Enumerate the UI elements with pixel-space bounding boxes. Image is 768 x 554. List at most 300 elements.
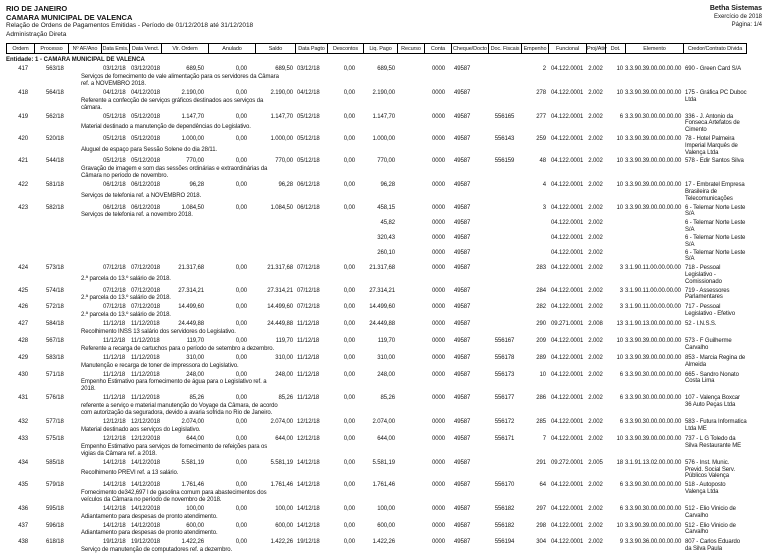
cell-dot: 6 bbox=[619, 113, 623, 120]
cell-proj_ativ: 2.002 bbox=[588, 419, 603, 426]
cell-liq_pago: 5.581,19 bbox=[372, 459, 395, 466]
cell-conta: 0000 bbox=[432, 182, 445, 189]
cell-data_venct: 12/12/2018 bbox=[131, 419, 161, 426]
col-header-elemento: Elemento bbox=[625, 43, 683, 54]
extra-cell-credor: 6 - Telemar Norte Leste S/A bbox=[685, 234, 746, 248]
cell-cheque_docto: 49587 bbox=[454, 204, 471, 211]
cell-data_pagto: 06/12/18 bbox=[297, 204, 320, 211]
row-description-line: 2.ª parcela do 13.º salário de 2018. bbox=[81, 295, 171, 302]
cell-cheque_docto: 49587 bbox=[454, 371, 471, 378]
row-description bbox=[68, 98, 397, 112]
cell-conta: 0000 bbox=[432, 371, 445, 378]
row-description bbox=[68, 470, 397, 480]
cell-data_venct: 06/12/2018 bbox=[131, 182, 161, 189]
extra-cell-conta: 0000 bbox=[432, 220, 445, 227]
cell-descontos: 0,00 bbox=[343, 135, 355, 142]
cell-data_emis: 06/12/18 bbox=[103, 182, 126, 189]
cell-conta: 0000 bbox=[432, 505, 445, 512]
cell-elemento: 3.3.90.39.00.00.00.00 bbox=[625, 182, 682, 189]
row-description-line: Gravação de imagem e som das sessões ordinárias e extraordinárias da bbox=[81, 166, 268, 173]
row-description-line: Material destinado a manutenção de dependências do Legislativo. bbox=[81, 124, 251, 131]
col-header-ordem: Ordem bbox=[6, 43, 34, 54]
cell-proj_ativ: 2.002 bbox=[588, 204, 603, 211]
extra-cell-liq_pago: 45,82 bbox=[380, 220, 395, 227]
cell-data_pagto: 14/12/18 bbox=[297, 522, 320, 529]
cell-proj_ativ: 2.005 bbox=[588, 459, 603, 466]
cell-anulado: 0,00 bbox=[235, 482, 247, 489]
cell-anulado: 0,00 bbox=[235, 371, 247, 378]
cell-cheque_docto: 49587 bbox=[454, 89, 471, 96]
cell-dot: 18 bbox=[616, 459, 623, 466]
cell-empenho: 2 bbox=[542, 66, 546, 72]
cell-funcional: 04.122.0001 bbox=[551, 158, 584, 165]
cell-elemento: 3.3.90.39.00.00.00.00 bbox=[625, 135, 682, 142]
cell-ordem: 436 bbox=[18, 505, 28, 512]
cell-descontos: 0,00 bbox=[343, 89, 355, 96]
row-description-line: Serviços de fornecimento de vale alimentação para os servidores da Câmara bbox=[81, 73, 279, 80]
cell-processo: 575/18 bbox=[46, 435, 64, 442]
row-description-line: Referente a recarga de cartuchos para o período de setembro a dezembro. bbox=[81, 345, 275, 352]
cell-doc_fiscais: 556173 bbox=[494, 371, 515, 378]
cell-elemento: 3.3.90.36.00.00.00.00 bbox=[625, 539, 682, 546]
cell-vlr_ordem: 14.499,60 bbox=[178, 304, 204, 311]
cell-liq_pago: 1.000,00 bbox=[372, 135, 395, 142]
cell-doc_fiscais: 556177 bbox=[494, 395, 515, 402]
cell-doc_fiscais: 556167 bbox=[494, 337, 515, 344]
extra-cell-credor: 6 - Telemar Norte Leste S/A bbox=[685, 220, 746, 234]
cell-elemento: 3.3.90.39.00.00.00.00 bbox=[625, 354, 682, 361]
cell-conta: 0000 bbox=[432, 135, 445, 142]
row-description bbox=[68, 363, 397, 370]
cell-conta: 0000 bbox=[432, 304, 445, 311]
cell-liq_pago: 600,00 bbox=[377, 522, 395, 529]
row-description-line: 2018. bbox=[81, 386, 96, 393]
cell-data_emis: 14/12/18 bbox=[103, 522, 126, 529]
cell-empenho: 286 bbox=[536, 395, 546, 402]
cell-data_emis: 11/12/18 bbox=[103, 395, 126, 402]
cell-data_pagto: 11/12/18 bbox=[297, 371, 320, 378]
cell-dot: 6 bbox=[619, 395, 623, 402]
cell-funcional: 04.122.0001 bbox=[551, 265, 584, 272]
cell-liq_pago: 24.449,88 bbox=[369, 321, 395, 328]
cell-anulado: 0,00 bbox=[235, 354, 247, 361]
cell-data_pagto: 12/12/18 bbox=[297, 419, 320, 426]
cell-anulado: 0,00 bbox=[235, 89, 247, 96]
cell-descontos: 0,00 bbox=[343, 539, 355, 546]
cell-vlr_ordem: 96,28 bbox=[189, 182, 204, 189]
cell-empenho: 283 bbox=[536, 265, 546, 272]
cell-cheque_docto: 49587 bbox=[454, 505, 471, 512]
row-description bbox=[68, 124, 397, 134]
cell-cheque_docto: 49587 bbox=[454, 321, 471, 328]
row-description-line: veículos da Câmara no período de novembro de 2018. bbox=[81, 496, 222, 503]
cell-anulado: 0,00 bbox=[235, 539, 247, 546]
cell-cheque_docto: 49587 bbox=[454, 395, 471, 402]
cell-ordem: 419 bbox=[18, 113, 28, 120]
cell-data_pagto: 14/12/18 bbox=[297, 459, 320, 466]
cell-dot: 10 bbox=[616, 66, 623, 72]
cell-anulado: 0,00 bbox=[235, 158, 247, 165]
cell-data_venct: 05/12/2018 bbox=[131, 158, 161, 165]
cell-data_emis: 11/12/18 bbox=[103, 354, 126, 361]
cell-credor: 175 - Gráfica PC Duboc Ltda bbox=[685, 89, 747, 103]
extra-cell-cheque_docto: 49587 bbox=[454, 220, 471, 227]
cell-conta: 0000 bbox=[432, 287, 445, 294]
vendor-name: Betha Sistemas bbox=[709, 5, 762, 12]
cell-credor: 665 - Sandro Nonato Costa Lima bbox=[685, 371, 739, 385]
cell-processo: 520/18 bbox=[46, 135, 64, 142]
cell-funcional: 04.122.0001 bbox=[551, 113, 584, 120]
cell-ordem: 424 bbox=[18, 265, 28, 272]
cell-proj_ativ: 2.002 bbox=[588, 354, 603, 361]
cell-credor: 518 - Autoposto Valença Ltda bbox=[685, 482, 726, 495]
cell-data_emis: 04/12/18 bbox=[103, 89, 126, 96]
cell-elemento: 3.3.90.39.00.00.00.00 bbox=[625, 337, 682, 344]
cell-vlr_ordem: 21.317,68 bbox=[178, 265, 204, 272]
col-header-processo: Processo bbox=[34, 43, 68, 54]
row-description bbox=[68, 547, 397, 554]
cell-credor: 573 - F Guilherme Carvalho bbox=[685, 337, 732, 351]
cell-dot: 10 bbox=[616, 158, 623, 165]
page-number: Página: 1/4 bbox=[731, 22, 762, 28]
cell-processo: 577/18 bbox=[46, 419, 64, 426]
cell-conta: 0000 bbox=[432, 354, 445, 361]
cell-funcional: 04.122.0001 bbox=[551, 89, 584, 96]
cell-data_venct: 03/12/2018 bbox=[131, 66, 161, 72]
cell-ordem: 434 bbox=[18, 459, 28, 466]
cell-dot: 13 bbox=[616, 321, 623, 328]
cell-ordem: 428 bbox=[18, 337, 28, 344]
cell-vlr_ordem: 24.449,88 bbox=[178, 321, 204, 328]
cell-dot: 3 bbox=[619, 304, 623, 311]
cell-cheque_docto: 49587 bbox=[454, 539, 471, 546]
cell-data_pagto: 14/12/18 bbox=[297, 505, 320, 512]
cell-liq_pago: 1.761,46 bbox=[372, 482, 395, 489]
cell-processo: 572/18 bbox=[46, 304, 64, 311]
cell-processo: 584/18 bbox=[46, 321, 64, 328]
table-row bbox=[6, 321, 762, 336]
extra-cell-liq_pago: 260,10 bbox=[377, 249, 395, 256]
cell-processo: 596/18 bbox=[46, 522, 64, 529]
cell-cheque_docto: 49587 bbox=[454, 304, 471, 311]
cell-funcional: 04.122.0001 bbox=[551, 522, 584, 529]
cell-credor: 17 - Embratel Empresa Brasileira de Telecomunicações bbox=[685, 182, 745, 202]
cell-data_venct: 11/12/2018 bbox=[131, 354, 160, 361]
cell-proj_ativ: 2.002 bbox=[588, 395, 603, 402]
cell-elemento: 3.3.90.30.00.00.00.00 bbox=[625, 371, 682, 378]
row-description-line: 2.ª parcela do 13.º salário de 2018. bbox=[81, 275, 171, 282]
cell-data_pagto: 05/12/18 bbox=[297, 113, 320, 120]
cell-dot: 10 bbox=[616, 204, 623, 211]
cell-ordem: 425 bbox=[18, 287, 28, 294]
cell-conta: 0000 bbox=[432, 337, 445, 344]
col-header-af_ano: Nº AF/Ano bbox=[68, 43, 101, 54]
cell-saldo: 119,70 bbox=[275, 337, 293, 344]
cell-empenho: 282 bbox=[536, 304, 546, 311]
row-description-line: Empenho Estimativo para fornecimento de água para o Legislativo ref. a bbox=[81, 379, 267, 386]
cell-data_emis: 11/12/18 bbox=[103, 337, 126, 344]
cell-credor: 718 - Pessoal Legislativo - Comissionado bbox=[685, 265, 722, 285]
cell-funcional: 09.271.0001 bbox=[551, 321, 584, 328]
cell-data_emis: 14/12/18 bbox=[103, 459, 126, 466]
table-row bbox=[6, 136, 762, 156]
cell-empenho: 7 bbox=[542, 435, 546, 442]
table-row bbox=[6, 419, 762, 434]
table-row bbox=[6, 482, 762, 504]
cell-elemento: 3.3.90.39.00.00.00.00 bbox=[625, 89, 682, 96]
cell-empenho: 10 bbox=[539, 371, 546, 378]
exercise-label: Exercício de 2018 bbox=[713, 14, 762, 20]
cell-elemento: 3.3.90.30.00.00.00.00 bbox=[625, 395, 682, 402]
col-header-descontos: Descontos bbox=[327, 43, 363, 54]
cell-elemento: 3.3.90.39.00.00.00.00 bbox=[625, 435, 682, 442]
cell-data_emis: 12/12/18 bbox=[103, 435, 126, 442]
cell-cheque_docto: 49587 bbox=[454, 113, 471, 120]
cell-processo: 574/18 bbox=[46, 287, 64, 294]
cell-ordem: 418 bbox=[18, 89, 28, 96]
row-description-line: Recolhimento INSS 13 salário dos servidores do Legislativo. bbox=[81, 328, 236, 335]
cell-dot: 10 bbox=[616, 89, 623, 96]
cell-empenho: 64 bbox=[539, 482, 546, 489]
cell-elemento: 3.1.91.13.02.00.00.00 bbox=[625, 459, 682, 466]
cell-descontos: 0,00 bbox=[343, 287, 355, 294]
cell-data_emis: 03/12/18 bbox=[103, 66, 126, 72]
cell-vlr_ordem: 1.761,46 bbox=[181, 482, 204, 489]
cell-credor: 853 - Marcia Regina de Almeida bbox=[685, 354, 746, 368]
cell-proj_ativ: 2.002 bbox=[588, 337, 603, 344]
row-description bbox=[68, 444, 397, 458]
cell-funcional: 04.122.0001 bbox=[551, 182, 584, 189]
cell-credor: 717 - Pessoal Legislativo - Efetivo bbox=[685, 304, 735, 318]
cell-conta: 0000 bbox=[432, 395, 445, 402]
row-description bbox=[68, 312, 397, 319]
row-description-line: Adiantamento para despesas de pronto atendimento. bbox=[81, 530, 218, 537]
cell-empenho: 278 bbox=[536, 89, 546, 96]
cell-credor: 807 - Carlos Eduardo da Silva Paula bbox=[685, 539, 741, 553]
cell-data_pagto: 03/12/18 bbox=[297, 66, 320, 72]
cell-doc_fiscais: 556143 bbox=[494, 135, 515, 142]
extra-cell-proj_ativ: 2.002 bbox=[588, 220, 603, 227]
extra-cell-funcional: 04.122.0001 bbox=[551, 249, 584, 256]
cell-empenho: 48 bbox=[539, 158, 546, 165]
cell-data_pagto: 05/12/18 bbox=[297, 135, 320, 142]
cell-anulado: 0,00 bbox=[235, 265, 247, 272]
cell-dot: 10 bbox=[616, 135, 623, 142]
row-description-line: Câmara no período de novembro. bbox=[81, 173, 169, 180]
row-description bbox=[68, 147, 397, 157]
cell-data_venct: 14/12/2018 bbox=[131, 505, 161, 512]
cell-empenho: 284 bbox=[536, 287, 546, 294]
cell-processo: 579/18 bbox=[46, 482, 64, 489]
cell-vlr_ordem: 1.000,00 bbox=[181, 135, 204, 142]
cell-elemento: 3.3.90.30.00.00.00.00 bbox=[625, 419, 682, 426]
extra-cell-credor: 6 - Telemar Norte Leste S/A bbox=[685, 249, 746, 263]
cell-funcional: 04.122.0001 bbox=[551, 204, 584, 211]
cell-dot: 3 bbox=[619, 265, 623, 272]
cell-liq_pago: 770,00 bbox=[377, 158, 395, 165]
cell-descontos: 0,00 bbox=[343, 435, 355, 442]
cell-data_pagto: 07/12/18 bbox=[297, 304, 320, 311]
cell-saldo: 2.190,00 bbox=[270, 89, 293, 96]
cell-proj_ativ: 2.002 bbox=[588, 182, 603, 189]
cell-anulado: 0,00 bbox=[235, 135, 247, 142]
table-row bbox=[6, 506, 762, 521]
table-row bbox=[6, 395, 762, 417]
cell-empenho: 291 bbox=[536, 459, 546, 466]
cell-data_venct: 14/12/2018 bbox=[131, 459, 161, 466]
cell-dot: 10 bbox=[616, 354, 623, 361]
cell-credor: 336 - J. Antonio da Fonseca Artefatos de Cimento bbox=[685, 113, 740, 134]
row-description-line: vigias da Câmara ref. a 2018. bbox=[81, 450, 157, 457]
cell-saldo: 689,50 bbox=[275, 66, 293, 72]
cell-elemento: 3.1.90.11.00.00.00.00 bbox=[625, 304, 681, 311]
cell-data_emis: 11/12/18 bbox=[103, 321, 126, 328]
table-row bbox=[6, 182, 762, 202]
cell-saldo: 1.147,70 bbox=[270, 113, 293, 120]
cell-proj_ativ: 2.002 bbox=[588, 482, 603, 489]
cell-elemento: 3.1.90.11.00.00.00.00 bbox=[625, 265, 681, 272]
cell-elemento: 3.3.90.39.00.00.00.00 bbox=[625, 66, 682, 72]
cell-funcional: 04.122.0001 bbox=[551, 371, 584, 378]
col-header-credor: Credor/Contrato Dívida bbox=[683, 43, 747, 54]
col-header-dot: Dot. bbox=[605, 43, 625, 54]
cell-vlr_ordem: 1.147,70 bbox=[181, 113, 204, 120]
cell-proj_ativ: 2.002 bbox=[588, 304, 603, 311]
col-header-funcional: Funcional bbox=[548, 43, 586, 54]
cell-cheque_docto: 49587 bbox=[454, 265, 471, 272]
cell-anulado: 0,00 bbox=[235, 395, 247, 402]
table-row bbox=[6, 355, 762, 370]
cell-vlr_ordem: 1.084,50 bbox=[181, 204, 204, 211]
cell-data_pagto: 07/12/18 bbox=[297, 265, 320, 272]
col-header-data_pagto: Data Pagto bbox=[295, 43, 327, 54]
extra-cell-liq_pago: 320,43 bbox=[377, 234, 395, 241]
cell-saldo: 5.581,19 bbox=[270, 459, 293, 466]
cell-doc_fiscais: 556182 bbox=[494, 505, 515, 512]
cell-funcional: 04.122.0001 bbox=[551, 304, 584, 311]
cell-anulado: 0,00 bbox=[235, 321, 247, 328]
cell-vlr_ordem: 2.190,00 bbox=[181, 89, 204, 96]
cell-liq_pago: 2.074,00 bbox=[372, 419, 395, 426]
cell-liq_pago: 644,00 bbox=[377, 435, 395, 442]
cell-processo: 583/18 bbox=[46, 354, 64, 361]
cell-data_venct: 11/12/2018 bbox=[131, 337, 160, 344]
cell-funcional: 04.122.0001 bbox=[551, 66, 584, 72]
row-description bbox=[68, 379, 397, 393]
cell-data_emis: 05/12/18 bbox=[103, 135, 126, 142]
cell-saldo: 2.074,00 bbox=[270, 419, 293, 426]
cell-funcional: 04.122.0001 bbox=[551, 505, 584, 512]
cell-ordem: 427 bbox=[18, 321, 28, 328]
cell-liq_pago: 689,50 bbox=[377, 66, 395, 72]
cell-vlr_ordem: 1.422,26 bbox=[181, 539, 204, 546]
row-description-line: Adiantamento para despesas de pronto atendimento. bbox=[81, 513, 218, 520]
table-row bbox=[6, 304, 762, 319]
cell-proj_ativ: 2.002 bbox=[588, 113, 603, 120]
cell-vlr_ordem: 2.074,00 bbox=[181, 419, 204, 426]
cell-credor: 576 - Inst. Munic. Previd. Social Serv. Públicos Valença bbox=[685, 459, 735, 480]
cell-descontos: 0,00 bbox=[343, 265, 355, 272]
cell-data_venct: 05/12/2018 bbox=[131, 113, 161, 120]
cell-processo: 582/18 bbox=[46, 204, 64, 211]
cell-processo: 564/18 bbox=[46, 89, 64, 96]
cell-data_pagto: 11/12/18 bbox=[297, 337, 320, 344]
cell-data_pagto: 07/12/18 bbox=[297, 287, 320, 294]
cell-ordem: 422 bbox=[18, 182, 28, 189]
row-description bbox=[68, 514, 397, 521]
cell-descontos: 0,00 bbox=[343, 522, 355, 529]
cell-anulado: 0,00 bbox=[235, 522, 247, 529]
cell-cheque_docto: 49587 bbox=[454, 182, 471, 189]
cell-processo: 618/18 bbox=[46, 539, 64, 546]
cell-data_pagto: 06/12/18 bbox=[297, 182, 320, 189]
table-row bbox=[6, 436, 762, 458]
cell-proj_ativ: 2.002 bbox=[588, 435, 603, 442]
cell-dot: 6 bbox=[619, 482, 623, 489]
row-description bbox=[68, 530, 397, 537]
cell-processo: 585/18 bbox=[46, 459, 64, 466]
cell-conta: 0000 bbox=[432, 321, 445, 328]
extra-cell-cheque_docto: 49587 bbox=[454, 234, 471, 241]
cell-conta: 0000 bbox=[432, 522, 445, 529]
cell-cheque_docto: 49587 bbox=[454, 287, 471, 294]
cell-liq_pago: 21.317,68 bbox=[369, 265, 395, 272]
cell-funcional: 04.122.0001 bbox=[551, 337, 584, 344]
table-row bbox=[6, 523, 762, 538]
cell-processo: 581/18 bbox=[46, 182, 64, 189]
cell-conta: 0000 bbox=[432, 265, 445, 272]
cell-data_pagto: 04/12/18 bbox=[297, 89, 320, 96]
cell-funcional: 04.122.0001 bbox=[551, 354, 584, 361]
cell-proj_ativ: 2.002 bbox=[588, 539, 603, 546]
cell-ordem: 421 bbox=[18, 158, 28, 165]
table-row bbox=[6, 66, 762, 88]
row-description-line: ref. a NOVEMBRO 2018. bbox=[81, 80, 146, 87]
cell-anulado: 0,00 bbox=[235, 435, 247, 442]
cell-descontos: 0,00 bbox=[343, 337, 355, 344]
col-header-vlr_ordem: Vlr. Ordem bbox=[161, 43, 208, 54]
cell-anulado: 0,00 bbox=[235, 182, 247, 189]
cell-saldo: 770,00 bbox=[275, 158, 293, 165]
cell-dot: 6 bbox=[619, 505, 623, 512]
cell-vlr_ordem: 119,70 bbox=[186, 337, 204, 344]
row-description-line: Aluguel de espaço para Sessão Solene do dia 28/11. bbox=[81, 146, 217, 153]
cell-data_pagto: 14/12/18 bbox=[297, 482, 320, 489]
cell-elemento: 3.3.90.30.00.00.00.00 bbox=[625, 505, 682, 512]
cell-conta: 0000 bbox=[432, 204, 445, 211]
cell-liq_pago: 1.147,70 bbox=[372, 113, 395, 120]
cell-descontos: 0,00 bbox=[343, 482, 355, 489]
cell-vlr_ordem: 85,26 bbox=[189, 395, 204, 402]
cell-dot: 10 bbox=[616, 182, 623, 189]
cell-data_pagto: 12/12/18 bbox=[297, 435, 320, 442]
row-description-line: com autorização da seguradora, devido a avaria sofrida no Rio de Janeiro. bbox=[81, 410, 273, 417]
row-description bbox=[68, 403, 397, 417]
cell-elemento: 3.3.90.39.00.00.00.00 bbox=[625, 522, 682, 529]
row-description bbox=[68, 276, 397, 286]
report-subtitle: Administração Direta bbox=[6, 30, 67, 38]
cell-empenho: 297 bbox=[536, 505, 546, 512]
cell-ordem: 432 bbox=[18, 419, 28, 426]
cell-descontos: 0,00 bbox=[343, 304, 355, 311]
cell-cheque_docto: 49587 bbox=[454, 419, 471, 426]
cell-elemento: 3.3.90.39.00.00.00.00 bbox=[625, 204, 682, 211]
cell-data_venct: 11/12/2018 bbox=[131, 321, 160, 328]
cell-cheque_docto: 49587 bbox=[454, 337, 471, 344]
cell-processo: 576/18 bbox=[46, 395, 64, 402]
cell-saldo: 644,00 bbox=[275, 435, 293, 442]
row-description bbox=[68, 346, 397, 353]
